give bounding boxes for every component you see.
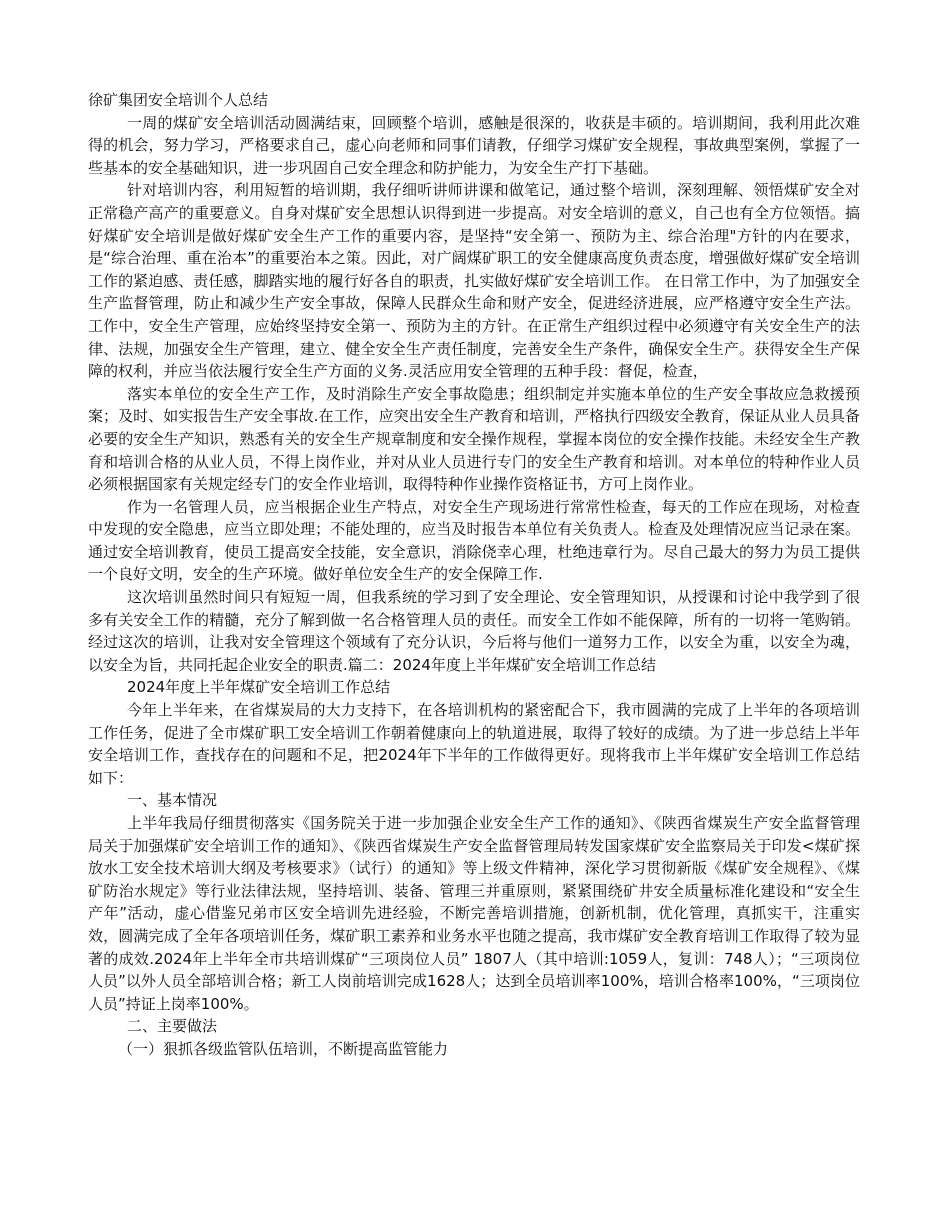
second-intro-paragraph: 今年上半年来，在省煤炭局的大力支持下，在各培训机构的紧密配合下，我市圆满的完成了上半年的各项培训工作任务，促进了全市煤矿职工安全培训工作朝着健康向上的轨道进展，取得了较好的成绩。为了进一步总结上半年安全培训工作，查找存在的问题和不足，把2024年下半年的工作做得更好。现将我市上半年煤矿安全培训工作总结如下： <box>88 701 860 787</box>
document-title: 徐矿集团安全培训个人总结 <box>88 91 269 109</box>
section-body-basic-situation: 上半年我局仔细贯彻落实《国务院关于进一步加强企业安全生产工作的通知》、《陕西省煤炭生产安全监督管理局关于加强煤矿安全培训工作的通知》、《陕西省煤炭生产安全监督管理局转发国家煤矿安全监察局关于印发<煤矿探放水工安全技术培训大纲及考核要求》（试行）的通知》等上级文件精神，深化学习贯彻新版《煤矿安全规程》、《煤矿防治水规定》等行业法律法规，坚持培训、装备、管理三并重原则，紧紧围绕矿井安全质量标准化建设和“安全生产年”活动，虚心借鉴兄弟市区安全培训先进经验，不断完善培训措施，创新机制，优化管理，真抓实干，注重实效，圆满完成了全年各项培训任务，煤矿职工素养和业务水平也随之提高，我市煤矿安全教育培训工作取得了较为显著的成效.2024年上半年全市共培训煤矿“三项岗位人员” 1807人（其中培训:1059人，复训：748人）；“三项岗位人员”以外人员全部培训合格；新工人岗前培训完成1628人；达到全员培训率100%，培训合格率100%，“三项岗位人员”持证上岗率100%。 <box>88 814 860 1013</box>
paragraph-2: 针对培训内容，利用短暂的培训期，我仔细听讲师讲课和做笔记，通过整个培训，深刻理解、领悟煤矿安全对正常稳产高产的重要意义。自身对煤矿安全思想认识得到进一步提高。对安全培训的意义，自己也有全方位领悟。搞好煤矿安全培训是做好煤矿安全生产工作的重要内容，是坚持“安全第一、预防为主、综合治理"方针的内在要求，是“综合治理、重在治本”的重要治本之策。因此，对广阔煤矿职工的安全健康高度负责态度，增强做好煤矿安全培训工作的紧迫感、责任感，脚踏实地的履行好各自的职责，扎实做好煤矿安全培训工作。 在日常工作中，为了加强安全生产监督管理，防止和减少生产安全事故，保障人民群众生命和财产安全，促进经济进展，应严格遵守安全生产法。工作中，安全生产管理，应始终坚持安全第一、预防为主的方针。在正常生产组织过程中必须遵守有关安全生产的法律、法规，加强安全生产管理，建立、健全安全生产责任制度，完善安全生产条件，确保安全生产。获得安全生产保障的权利，并应当依法履行安全生产方面的义务.灵活应用安全管理的五种手段：督促，检查， <box>88 181 860 381</box>
paragraph-4: 作为一名管理人员，应当根据企业生产特点，对安全生产现场进行常常性检查，每天的工作应在现场，对检查中发现的安全隐患，应当立即处理；不能处理的，应当及时报告本单位有关负责人。检查及处理情况应当记录在案。通过安全培训教育，使员工提高安全技能，安全意识，消除侥幸心理，杜绝违章行为。尽自己最大的努力为员工提供一个良好文明，安全的生产环境。做好单位安全生产的安全保障工作. <box>88 497 860 584</box>
section-heading-basic-situation: 一、基本情况 <box>127 791 218 810</box>
paragraph-5: 这次培训虽然时间只有短短一周，但我系统的学习到了安全理论、安全管理知识，从授课和讨论中我学到了很多有关安全工作的精髓，充分了解到做一名合格管理人员的责任。而安全工作如不能保障，所有的一切将一笔购销。经过这次的培训，让我对安全管理这个领域有了充分认识，今后将与他们一道努力工作，以安全为重，以安全为魂，以安全为旨，共同托起企业安全的职责.篇二：2024年度上半年煤矿安全培训工作总结 <box>88 588 860 674</box>
document-page <box>88 89 860 1061</box>
section-heading-main-methods: 二、主要做法 <box>127 1017 218 1036</box>
second-document-title: 2024年度上半年煤矿安全培训工作总结 <box>127 678 391 697</box>
paragraph-3: 落实本单位的安全生产工作，及时消除生产安全事故隐患；组织制定并实施本单位的生产安全事故应急救援预案；及时、如实报告生产安全事故.在工作，应突出安全生产教育和培训，严格执行四级安全教育，保证从业人员具备必要的安全生产知识，熟悉有关的安全生产规章制度和安全操作规程，掌握本岗位的安全操作技能。未经安全生产教育和培训合格的从业人员，不得上岗作业，并对从业人员进行专门的安全生产教育和培训。对本单位的特种作业人员必须根据国家有关规定经专门的安全作业培训，取得特种作业操作资格证书，方可上岗作业。 <box>88 384 860 494</box>
subsection-heading-1: （一）狠抓各级监管队伍培训，不断提高监管能力 <box>118 1039 449 1058</box>
paragraph-1: 一周的煤矿安全培训活动圆满结束，回顾整个培训，感触是很深的，收获是丰硕的。培训期间，我利用此次难得的机会，努力学习，严格要求自己，虚心向老师和同事们请教，仔细学习煤矿安全规程，事故典型案例，掌握了一些基本的安全基础知识，进一步巩固自己安全理念和防护能力，为安全生产打下基础。 <box>88 113 860 177</box>
